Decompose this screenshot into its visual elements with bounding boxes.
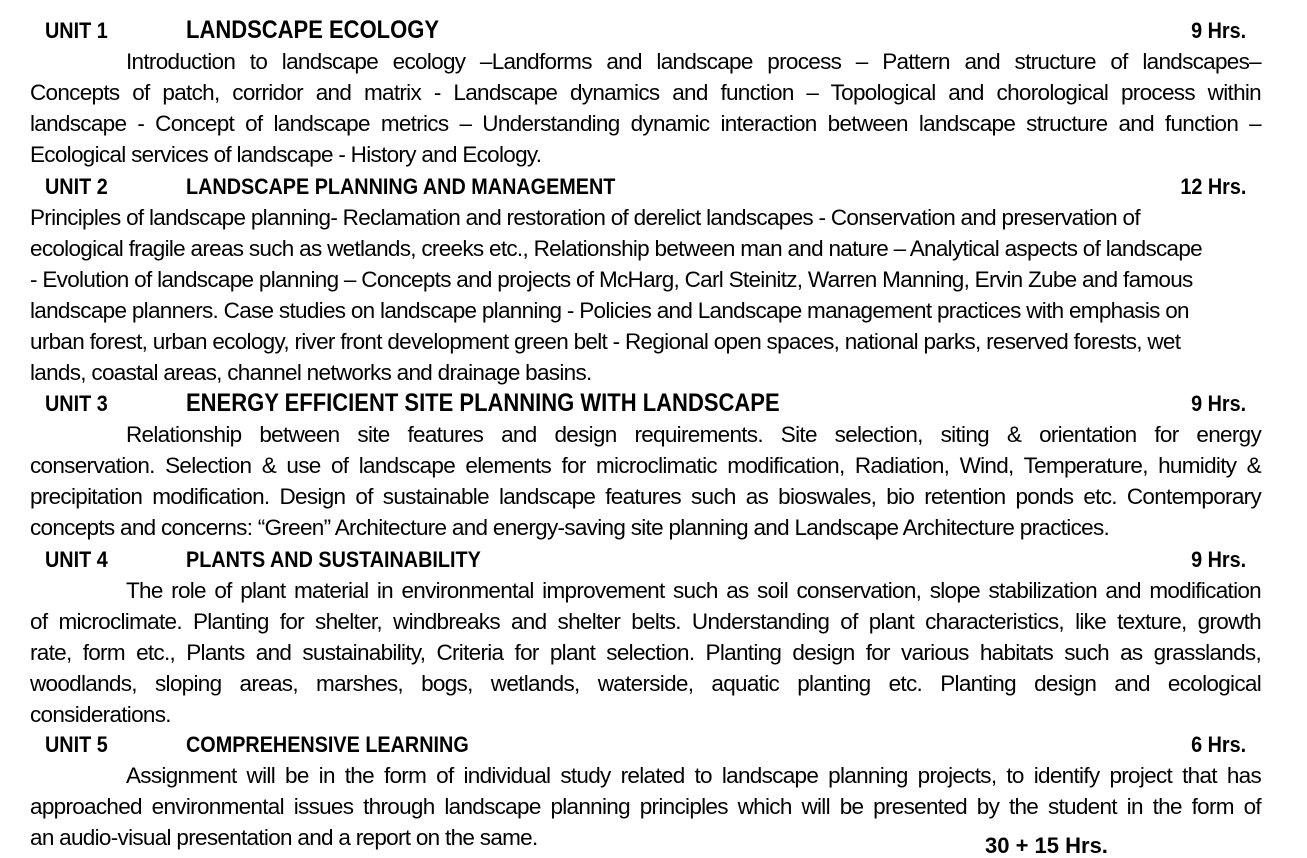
total-hours-cropped	[985, 833, 1115, 858]
unit-3-title: ENERGY EFFICIENT SITE PLANNING WITH LANDSCAPE	[186, 389, 780, 417]
unit-3-line: Relationship between site features and design requirements. Site selection, siting & orientation for energy	[126, 422, 1261, 447]
unit-3-heading	[0, 388, 1307, 419]
unit-3-description	[30, 419, 1261, 543]
unit-5-line: approached environmental issues through landscape planning principles which will be presented by the student in the form of	[30, 794, 1261, 819]
unit-2-line: - Evolution of landscape planning – Concepts and projects of McHarg, Carl Steinitz, Warren Manning, Ervin Zube and famous	[30, 267, 1193, 292]
unit-3-line: conservation. Selection & use of landscape elements for microclimatic modification, Radiation, Wind, Temperature, humidity &	[30, 453, 1261, 478]
unit-4-section	[0, 544, 1307, 730]
unit-1-title: LANDSCAPE ECOLOGY	[186, 16, 440, 44]
unit-2-description	[30, 202, 1261, 388]
unit-1-line: Ecological services of landscape - History and Ecology.	[30, 142, 542, 167]
unit-2-line: lands, coastal areas, channel networks and drainage basins.	[30, 360, 592, 385]
unit-1-line: landscape - Concept of landscape metrics – Understanding dynamic interaction between landscape structure and function –	[30, 111, 1261, 136]
unit-1-heading	[0, 15, 1307, 46]
unit-5-hours: 6 Hrs.	[1190, 732, 1246, 757]
unit-2-heading	[0, 171, 1307, 202]
unit-4-hours: 9 Hrs.	[1190, 547, 1246, 572]
unit-2-line: ecological fragile areas such as wetlands, creeks etc., Relationship between man and nature – Analytical aspects of landscape	[30, 236, 1202, 261]
unit-4-line: considerations.	[30, 702, 171, 727]
total-hours-text: 30 + 15 Hrs.	[985, 833, 1108, 858]
unit-1-line: Introduction to landscape ecology –Landforms and landscape process – Pattern and structure of landscapes–	[126, 49, 1261, 74]
unit-4-description	[30, 575, 1261, 730]
unit-4-number: UNIT 4	[45, 547, 108, 572]
unit-3-number: UNIT 3	[45, 391, 108, 416]
unit-2-hours: 12 Hrs.	[1179, 174, 1246, 199]
unit-1-number: UNIT 1	[45, 18, 108, 43]
unit-3-line: concepts and concerns: “Green” Architecture and energy-saving site planning and Landscape Architecture practices.	[30, 515, 1110, 540]
unit-4-title: PLANTS AND SUSTAINABILITY	[186, 547, 481, 572]
unit-2-line: Principles of landscape planning- Reclamation and restoration of derelict landscapes - Conservation and preservation of	[30, 205, 1140, 230]
unit-2-section	[0, 171, 1307, 388]
unit-1-hours: 9 Hrs.	[1190, 18, 1246, 43]
unit-5-number: UNIT 5	[45, 732, 108, 757]
unit-1-description	[30, 46, 1261, 170]
unit-1-line: Concepts of patch, corridor and matrix - Landscape dynamics and function – Topological and chorological process within	[30, 80, 1261, 105]
unit-5-line: an audio-visual presentation and a report on the same.	[30, 825, 538, 850]
unit-3-line: precipitation modification. Design of sustainable landscape features such as bioswales, bio retention ponds etc. Contemporary	[30, 484, 1261, 509]
unit-2-title: LANDSCAPE PLANNING AND MANAGEMENT	[186, 174, 616, 199]
unit-4-line: The role of plant material in environmental improvement such as soil conservation, slope stabilization and modification	[126, 578, 1261, 603]
unit-2-number: UNIT 2	[45, 174, 108, 199]
unit-4-line: woodlands, sloping areas, marshes, bogs, wetlands, waterside, aquatic planting etc. Planting design and ecological	[30, 671, 1261, 696]
unit-2-line: landscape planners. Case studies on landscape planning - Policies and Landscape management practices with emphasis on	[30, 298, 1189, 323]
unit-4-heading	[0, 544, 1307, 575]
unit-5-title: COMPREHENSIVE LEARNING	[186, 732, 469, 757]
unit-1-section	[0, 15, 1307, 170]
unit-4-line: rate, form etc., Plants and sustainability, Criteria for plant selection. Planting design for various habitats such as grasslands,	[30, 640, 1261, 665]
unit-2-line: urban forest, urban ecology, river front development green belt - Regional open spaces, national parks, reserved forests, wet	[30, 329, 1181, 354]
unit-5-heading	[0, 729, 1307, 760]
unit-5-line: Assignment will be in the form of individual study related to landscape planning projects, to identify project that has	[126, 763, 1261, 788]
unit-3-hours: 9 Hrs.	[1190, 391, 1246, 416]
unit-3-section	[0, 388, 1307, 543]
unit-4-line: of microclimate. Planting for shelter, windbreaks and shelter belts. Understanding of plant characteristics, like texture, growth	[30, 609, 1261, 634]
